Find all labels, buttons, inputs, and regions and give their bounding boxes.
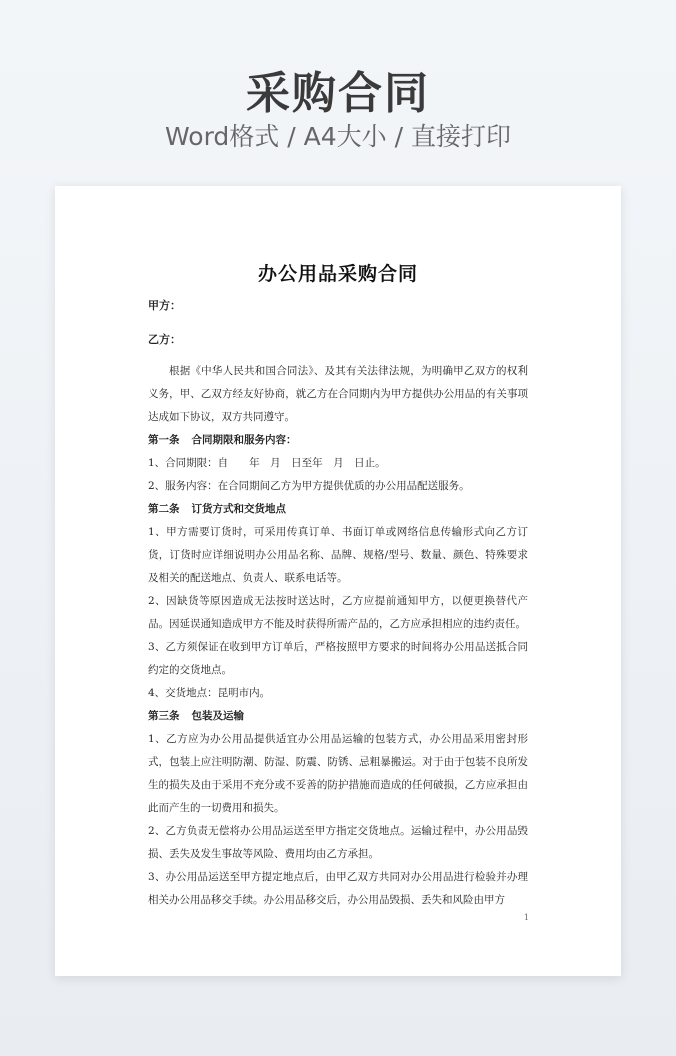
section-3-title: 包装及运输 [191,710,244,722]
party-a-label: 甲方： [148,299,181,312]
section-3-item: 1、乙方应为办公用品提供适宜办公用品运输的包装方式，办公用品采用密封形式，包装上应注明防潮、防湿、防震、防锈、忌粗暴搬运。对于由于包装不良所发生的损失及由于采用不充分或不妥善的防护措施而造成的任何破损，乙方应承担由此而产生的一切费用和损失。 [148,733,528,814]
section-3-heading [148,705,528,728]
section-2-number: 第二条 [148,503,180,515]
document-title: 办公用品采购合同 [257,263,418,285]
section-2-item: 4、交货地点：昆明市内。 [148,687,271,699]
document-page [55,186,621,976]
section-3-number: 第三条 [148,710,180,722]
section-1-title: 合同期限和服务内容： [191,434,297,446]
section-3-item: 3、办公用品运送至甲方提定地点后，由甲乙双方共同对办公用品进行检验并办理相关办公用品移交手续。办公用品移交后，办公用品毁损、丢失和风险由甲方 [148,871,528,906]
section-1-item: 2、服务内容：在合同期间乙方为甲方提供优质的办公用品配送服务。 [148,480,470,492]
section-1-item: 1、合同期限：自 年 月 日至年 月 日止。 [148,457,386,469]
section-2-item: 2、因缺货等原因造成无法按时送达时，乙方应提前通知甲方，以便更换替代产品。因延误通知造成甲方不能及时获得所需产品的，乙方应承担相应的违约责任。 [148,595,528,630]
banner-title: 采购合同 [246,68,430,119]
section-2-item: 3、乙方须保证在收到甲方订单后，严格按照甲方要求的时间将办公用品送抵合同约定的交货地点。 [148,641,528,676]
section-3-item: 2、乙方负责无偿将办公用品运送至甲方指定交货地点。运输过程中，办公用品毁损、丢失及发生事故等风险、费用均由乙方承担。 [148,825,528,860]
banner [0,0,676,170]
banner-subtitle: Word格式 / A4大小 / 直接打印 [165,122,511,151]
intro-paragraph: 根据《中华人民共和国合同法》、及其有关法律法规，为明确甲乙双方的权利义务，甲、乙双方经友好协商，就乙方在合同期内为甲方提供办公用品的有关事项达成如下协议，双方共同遵守。 [148,365,528,423]
section-2-heading [148,498,528,521]
party-b-label: 乙方： [148,333,181,346]
document-body [148,292,528,912]
section-1-number: 第一条 [148,434,180,446]
section-1-heading [148,429,528,452]
section-2-item: 1、甲方需要订货时，可采用传真订单、书面订单或网络信息传输形式向乙方订货，订货时应详细说明办公用品名称、品牌、规格/型号、数量、颜色、特殊要求及相关的配送地点、负责人、联系电话等。 [148,526,528,584]
page-number: 1 [523,913,529,922]
section-2-title: 订货方式和交货地点 [191,503,286,515]
